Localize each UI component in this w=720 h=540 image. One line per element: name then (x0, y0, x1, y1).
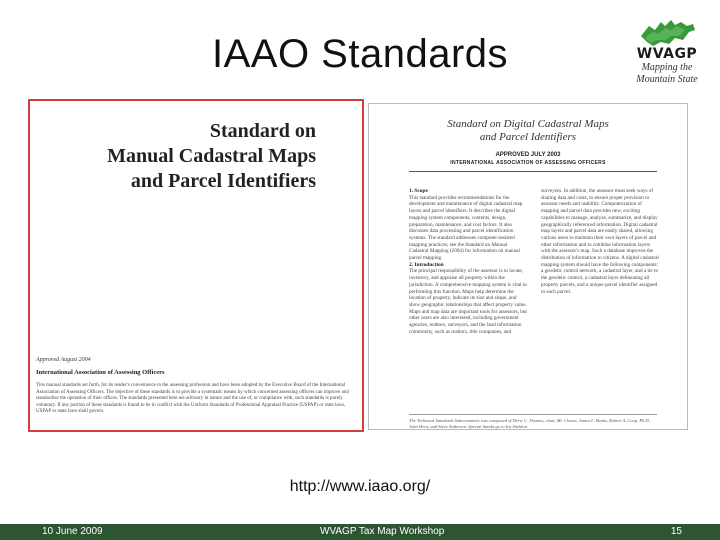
doc1-title-line2: Manual Cadastral Maps (107, 145, 316, 167)
iaao-url-link[interactable]: http://www.iaao.org/ (289, 478, 431, 495)
doc2-intro-heading: 2. Introduction (409, 261, 444, 268)
doc1-org: International Association of Assessing Officers (36, 369, 165, 376)
doc2-scope-text: This standard provides recommendations for the development and maintenance of digital cadastral map layers and parcel identifiers. It describes the digital mapping system components, contents, design, preparation, maintenance, and cost factors. It also discusses data processing and parcel identification systems. The standard addresses computer-assisted mapping practices; see the Standard on Manual Cadastral Mapping (2004) for information on manual parcel mapping. (409, 194, 523, 262)
doc2-column-2: surveyors. In addition, the assessor must seek ways of sharing data and costs, to ensure proper provision to assessor needs and usability. Computerization of mapping and parcel data provides new, exciting capabilities to manage, analyze, summarize, and display geographically referenced information. Digital cadastral map layers and parcel data are easily shared, allowing various users to maintain their own layers of parcel and other information and to combine information layers with the assessor's map. Such a database improves the distribution of information to citizens. A digital cadastral mapping system should have the following components: a geodetic control network, a cadastral layer, and a tie to the geodetic control, a cadastral layer delineating all property parcels, and a unique parcel identifier assigned to each parcel. (541, 188, 659, 295)
wvagp-logo (626, 16, 708, 86)
doc1-title-line3: and Parcel Identifiers (130, 170, 316, 192)
doc1-approved: Approved August 2004 (36, 357, 91, 363)
footer-date: 10 June 2009 (42, 526, 103, 537)
doc2-footnote-divider (409, 414, 657, 415)
slide-footer (0, 524, 720, 540)
doc2-footnote: The Technical Standards Subcommittee was composed of Drew C. Thomas, chair, Mr. Clasen, James L. Bemis, Robert A. Coop, Ph.D., John Hern, and Steve Anderson. Special thanks go to Ira Sheldon. (409, 418, 652, 429)
doc2-approved: APPROVED JULY 2003 (495, 152, 561, 158)
doc1-title-line1: Standard on (209, 120, 316, 142)
wv-state-icon (635, 16, 699, 50)
doc1-title (86, 119, 316, 194)
doc2-intro-text: The principal responsibility of the assessor is to locate, inventory, and appraise all property within the jurisdiction. A comprehensive mapping system is vital to performing this function. Maps help determine the location of property, indicate its size and shape, and show geographic relationships that affect property value. Maps and map data are important tools for assessors, but other users are also interested, including government agencies, realtors, surveyors, and the land information community, such as realtors, title companies, and (409, 268, 527, 335)
footer-event: WVAGP Tax Map Workshop (320, 526, 445, 537)
doc2-org: INTERNATIONAL ASSOCIATION OF ASSESSING OFFICERS (450, 160, 606, 166)
footer-page-number: 15 (670, 526, 682, 537)
digital-cadastral-standard-image (368, 103, 688, 430)
logo-brand: WVAGP (636, 46, 698, 62)
doc2-scope-heading: 1. Scope (409, 188, 428, 194)
slide-title: IAAO Standards (211, 32, 509, 76)
doc2-divider (409, 171, 657, 172)
doc1-body: This manual standards set forth, for its reader's convenience in the assessing profession and have been adopted by the Executive Board of the International Association of Assessing Officers. The objective of these standards is to provide a systematic means by which concerned assessing officers can improve and standardize the operation of their offices. The standards presented here are advisory in nature and the use of, or compliance with, such standards is purely voluntary. If any portion of these standards is found to be in conflict with the Uniform Standards of Professional Appraisal Practice (USPAP) or state laws, USPAP or state laws shall govern. (36, 383, 349, 414)
doc2-title (369, 118, 687, 144)
doc2-title-line2: and Parcel Identifiers (479, 131, 577, 143)
logo-tagline: Mapping the Mountain State (636, 62, 698, 85)
doc2-title-line1: Standard on Digital Cadastral Maps (447, 118, 609, 130)
doc2-column-1 (409, 188, 527, 335)
manual-cadastral-standard-image (28, 99, 364, 432)
